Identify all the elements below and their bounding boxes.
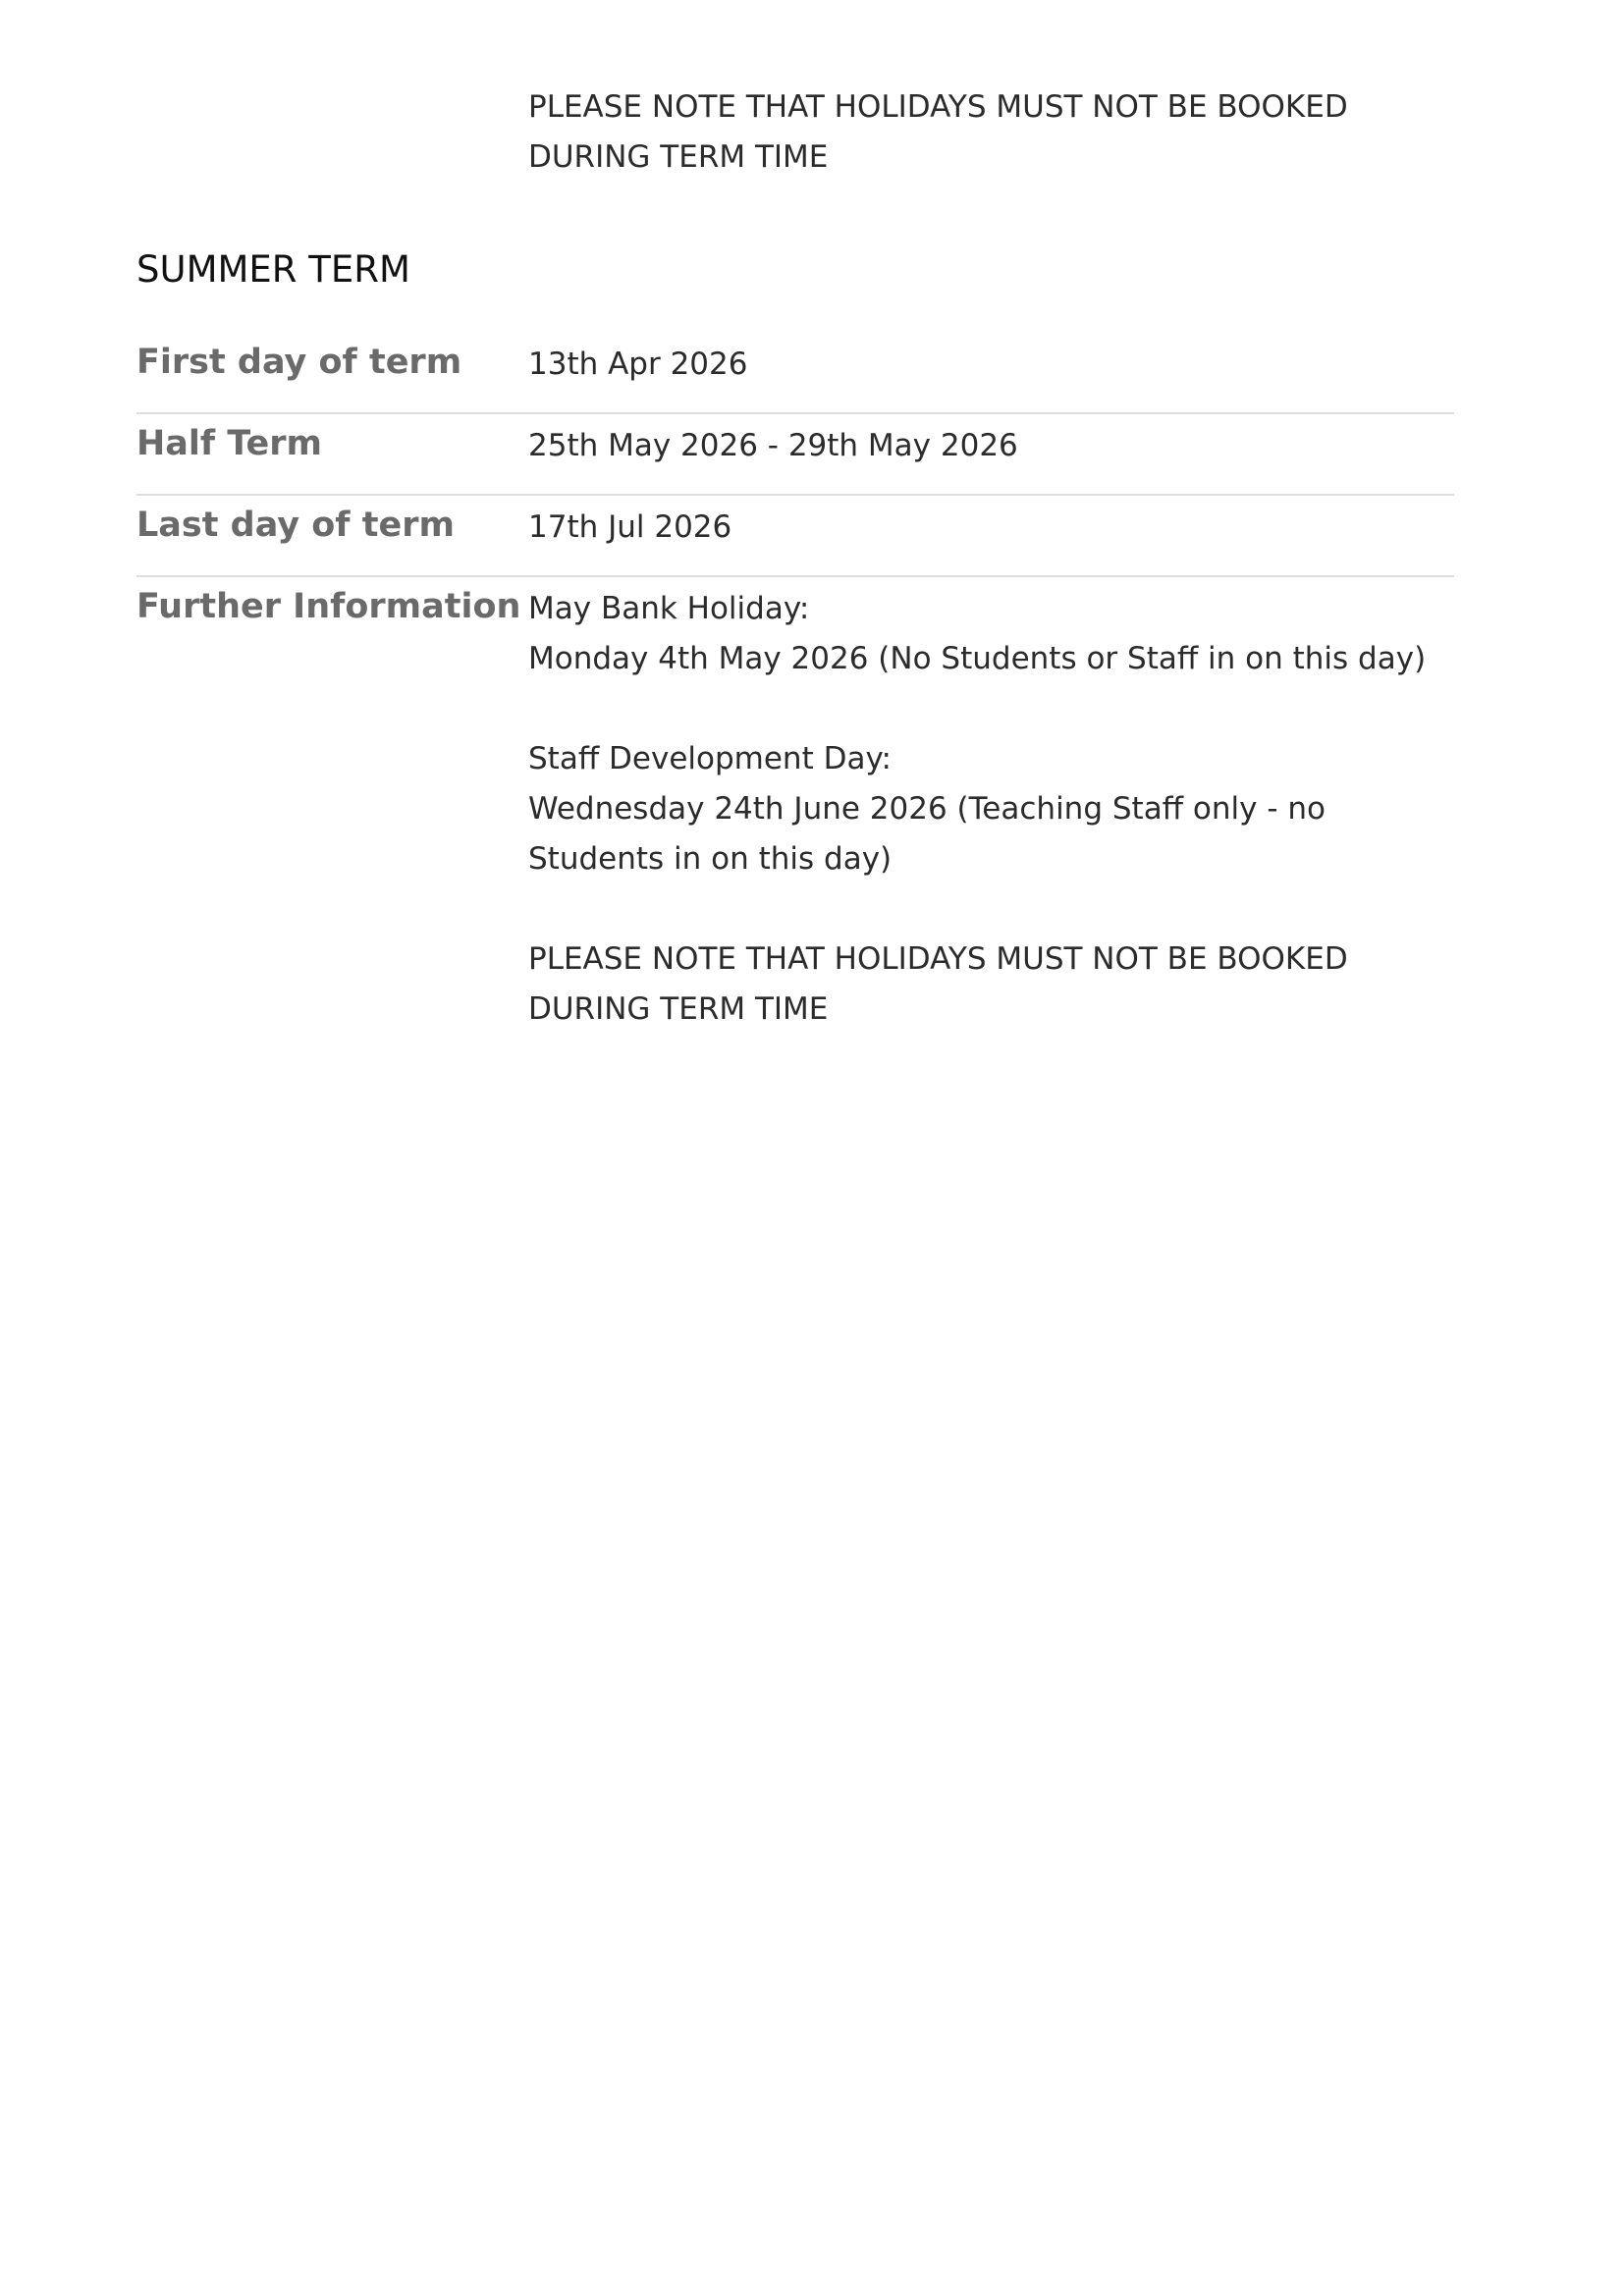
further-information-label: Further Information [136, 587, 521, 626]
bank-holiday-paragraph [528, 584, 1454, 684]
last-day-label: Last day of term [136, 506, 455, 545]
bank-holiday-detail: Monday 4th May 2026 (No Students or Staff in on this day) [528, 641, 1427, 676]
staff-day-title: Staff Development Day: [528, 741, 892, 776]
previous-term-holiday-note: PLEASE NOTE THAT HOLIDAYS MUST NOT BE BOOKED DURING TERM TIME [528, 89, 1348, 175]
summer-term-table [136, 333, 1454, 1057]
first-day-label: First day of term [136, 343, 462, 382]
half-term-value: 25th May 2026 - 29th May 2026 [528, 428, 1018, 463]
term-dates-page [136, 0, 1454, 1057]
first-day-row [136, 333, 1454, 414]
first-day-value: 13th Apr 2026 [528, 347, 748, 382]
bank-holiday-title: May Bank Holiday: [528, 591, 810, 626]
staff-day-detail: Wednesday 24th June 2026 (Teaching Staff only - no Students in on this day) [528, 791, 1326, 877]
further-information-row [136, 577, 1454, 1057]
last-day-value: 17th Jul 2026 [528, 509, 732, 545]
further-information-value [528, 577, 1454, 1057]
summer-term-heading: SUMMER TERM [136, 248, 410, 291]
last-day-row [136, 496, 1454, 577]
half-term-label: Half Term [136, 424, 323, 463]
holiday-booking-note: PLEASE NOTE THAT HOLIDAYS MUST NOT BE BOOKED DURING TERM TIME [528, 941, 1348, 1027]
staff-development-paragraph [528, 734, 1454, 884]
half-term-row [136, 414, 1454, 496]
